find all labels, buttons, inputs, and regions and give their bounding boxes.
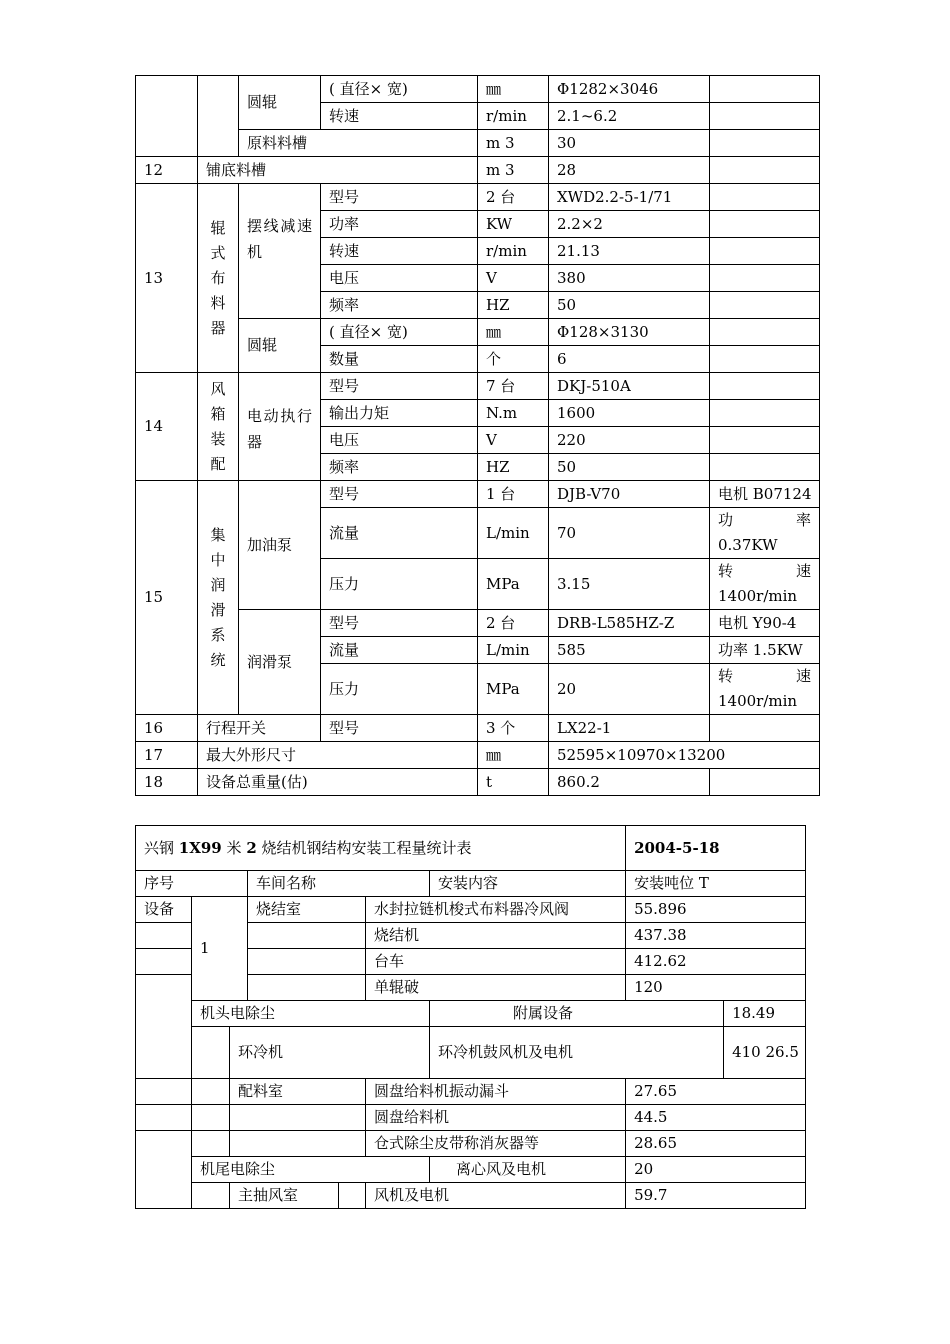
param-cell: 输出力矩 <box>321 400 478 427</box>
row-number: 17 <box>136 742 198 769</box>
remark-cell <box>710 319 820 346</box>
unit-cell: r/min <box>478 238 549 265</box>
remark-cell: 转 速 1400r/min <box>710 664 820 715</box>
fuel-pump-label: 加油泵 <box>239 481 321 610</box>
unit-cell: t <box>478 769 549 796</box>
unit-cell: 3 个 <box>478 715 549 742</box>
value-cell: 21.13 <box>549 238 710 265</box>
workshop-cell: 环冷机 <box>230 1027 430 1079</box>
group-label <box>198 373 239 481</box>
row-number: 12 <box>136 157 198 184</box>
unit-cell: 1 台 <box>478 481 549 508</box>
value-cell: 3.15 <box>549 559 710 610</box>
header-content: 安装内容 <box>430 871 626 897</box>
value-cell: 50 <box>549 292 710 319</box>
tonnage-cell: 59.7 <box>626 1183 806 1209</box>
unit-cell: ㎜ <box>478 76 549 103</box>
header-row <box>136 871 806 897</box>
unit-cell: N.m <box>478 400 549 427</box>
table-title: 兴钢 1X99 米 2 烧结机钢结构安装工程量统计表 <box>136 826 626 871</box>
unit-cell: 2 台 <box>478 610 549 637</box>
content-cell: 离心风及电机 <box>430 1157 626 1183</box>
group-label-text: 辊式布料器 <box>210 218 226 337</box>
param-cell: 数量 <box>321 346 478 373</box>
reducer-label: 摆线减速机 <box>239 184 321 319</box>
value-cell: 1600 <box>549 400 710 427</box>
value-cell: 860.2 <box>549 769 710 796</box>
param-cell: 流量 <box>321 637 478 664</box>
header-tonnage: 安装吨位 T <box>626 871 806 897</box>
unit-cell: KW <box>478 211 549 238</box>
unit-cell: MPa <box>478 664 549 715</box>
row-number: 15 <box>136 481 198 715</box>
table-row <box>136 1079 806 1105</box>
content-cell: 台车 <box>366 949 626 975</box>
value-cell: Φ128×3130 <box>549 319 710 346</box>
value-cell: 50 <box>549 454 710 481</box>
header-seq: 序号 <box>136 871 248 897</box>
row-number: 16 <box>136 715 198 742</box>
tonnage-cell: 44.5 <box>626 1105 806 1131</box>
group-number: 1 <box>192 897 248 1001</box>
param-cell: 功率 <box>321 211 478 238</box>
remark-cell <box>710 157 820 184</box>
remark-cell: 功 率 0.37KW <box>710 508 820 559</box>
table-row <box>136 1027 806 1079</box>
table-row <box>136 373 820 400</box>
workshop-cell: 主抽风室 <box>230 1183 339 1209</box>
remark-cell <box>710 400 820 427</box>
param-cell: 频率 <box>321 454 478 481</box>
unit-cell: HZ <box>478 292 549 319</box>
param-cell: 频率 <box>321 292 478 319</box>
tonnage-cell: 28.65 <box>626 1131 806 1157</box>
table-row <box>136 157 820 184</box>
table-row <box>136 1183 806 1209</box>
value-cell: LX22-1 <box>549 715 710 742</box>
param-cell: 压力 <box>321 664 478 715</box>
param-cell: 型号 <box>321 184 478 211</box>
content-cell: 烧结机 <box>366 923 626 949</box>
content-cell: 圆盘给料机 <box>366 1105 626 1131</box>
group-label <box>198 184 239 373</box>
param-cell: 流量 <box>321 508 478 559</box>
remark-cell <box>710 265 820 292</box>
table-row <box>136 184 820 211</box>
param-cell: 转速 <box>321 238 478 265</box>
value-cell: 220 <box>549 427 710 454</box>
value-cell: 70 <box>549 508 710 559</box>
unit-cell: 7 台 <box>478 373 549 400</box>
installation-quantity-table <box>135 825 806 1209</box>
content-cell: 单辊破 <box>366 975 626 1001</box>
name-cell: 行程开关 <box>198 715 321 742</box>
unit-cell: 个 <box>478 346 549 373</box>
param-cell: 型号 <box>321 373 478 400</box>
value-cell: Φ1282×3046 <box>549 76 710 103</box>
value-cell: XWD2.2-5-1/71 <box>549 184 710 211</box>
table-row <box>136 130 820 157</box>
value-cell: 28 <box>549 157 710 184</box>
table-row <box>136 1131 806 1157</box>
actuator-label: 电动执行器 <box>239 373 321 481</box>
roller-label: 圆辊 <box>239 76 321 130</box>
name-cell: 原料料槽 <box>239 130 478 157</box>
header-workshop: 车间名称 <box>248 871 430 897</box>
unit-cell: r/min <box>478 103 549 130</box>
param-cell: 电压 <box>321 427 478 454</box>
unit-cell: MPa <box>478 559 549 610</box>
name-cell: 设备总重量(估) <box>198 769 478 796</box>
remark-cell <box>710 211 820 238</box>
remark-cell <box>710 454 820 481</box>
group-label-text: 集中润滑系统 <box>210 525 226 669</box>
remark-cell <box>710 238 820 265</box>
value-cell: 380 <box>549 265 710 292</box>
param-cell: 型号 <box>321 481 478 508</box>
remark-cell: 转 速 1400r/min <box>710 559 820 610</box>
remark-cell <box>710 373 820 400</box>
unit-cell: L/min <box>478 508 549 559</box>
group-label-text: 风箱装配 <box>210 379 226 473</box>
content-cell: 环冷机鼓风机及电机 <box>430 1027 724 1079</box>
table-row <box>136 715 820 742</box>
unit-cell: m 3 <box>478 157 549 184</box>
remark-cell: 电机 B07124 <box>710 481 820 508</box>
param-cell: 转速 <box>321 103 478 130</box>
row-number: 13 <box>136 184 198 373</box>
param-cell: ( 直径× 宽) <box>321 76 478 103</box>
table-row <box>136 897 806 923</box>
name-cell: 铺底料槽 <box>198 157 478 184</box>
unit-cell: V <box>478 265 549 292</box>
table-row <box>136 481 820 508</box>
table-row <box>136 1105 806 1131</box>
value-cell: DRB-L585HZ-Z <box>549 610 710 637</box>
value-cell: DKJ-510A <box>549 373 710 400</box>
tonnage-cell: 410 26.5 <box>724 1027 806 1079</box>
param-cell: 型号 <box>321 715 478 742</box>
row-number: 14 <box>136 373 198 481</box>
group-label <box>198 481 239 715</box>
value-cell: 52595×10970×13200 <box>549 742 820 769</box>
remark-cell: 功率 1.5KW <box>710 637 820 664</box>
tonnage-cell: 27.65 <box>626 1079 806 1105</box>
title-row <box>136 826 806 871</box>
equipment-label: 设备 <box>136 897 192 923</box>
content-cell: 附属设备 <box>430 1001 724 1027</box>
table-row <box>136 742 820 769</box>
name-cell: 最大外形尺寸 <box>198 742 478 769</box>
workshop-cell: 配料室 <box>230 1079 366 1105</box>
sinter-room-label: 烧结室 <box>248 897 366 923</box>
table-row <box>136 1157 806 1183</box>
tonnage-cell: 18.49 <box>724 1001 806 1027</box>
value-cell: 2.2×2 <box>549 211 710 238</box>
unit-cell: m 3 <box>478 130 549 157</box>
value-cell: DJB-V70 <box>549 481 710 508</box>
param-cell: 型号 <box>321 610 478 637</box>
remark-cell <box>710 715 820 742</box>
content-cell: 水封拉链机梭式布料器冷风阀 <box>366 897 626 923</box>
unit-cell: HZ <box>478 454 549 481</box>
value-cell: 6 <box>549 346 710 373</box>
param-cell: ( 直径× 宽) <box>321 319 478 346</box>
lube-pump-label: 润滑泵 <box>239 610 321 715</box>
table-row <box>136 319 820 346</box>
tonnage-cell: 437.38 <box>626 923 806 949</box>
value-cell: 30 <box>549 130 710 157</box>
param-cell: 压力 <box>321 559 478 610</box>
content-cell: 仓式除尘皮带称消灰器等 <box>366 1131 626 1157</box>
row-number: 18 <box>136 769 198 796</box>
table-date: 2004-5-18 <box>626 826 806 871</box>
table-row <box>136 76 820 103</box>
remark-cell <box>710 130 820 157</box>
remark-cell <box>710 76 820 103</box>
remark-cell <box>710 103 820 130</box>
table-row <box>136 1001 806 1027</box>
tonnage-cell: 20 <box>626 1157 806 1183</box>
value-cell: 20 <box>549 664 710 715</box>
tonnage-cell: 412.62 <box>626 949 806 975</box>
remark-cell <box>710 184 820 211</box>
unit-cell: ㎜ <box>478 742 549 769</box>
remark-cell: 电机 Y90-4 <box>710 610 820 637</box>
tonnage-cell: 55.896 <box>626 897 806 923</box>
remark-cell <box>710 427 820 454</box>
remark-cell <box>710 769 820 796</box>
unit-cell: V <box>478 427 549 454</box>
unit-cell: ㎜ <box>478 319 549 346</box>
tonnage-cell: 120 <box>626 975 806 1001</box>
remark-cell <box>710 346 820 373</box>
equipment-spec-table <box>135 75 820 796</box>
unit-cell: L/min <box>478 637 549 664</box>
table-row <box>136 610 820 637</box>
table-row <box>136 769 820 796</box>
value-cell: 2.1~6.2 <box>549 103 710 130</box>
workshop-cell: 机头电除尘 <box>192 1001 430 1027</box>
value-cell: 585 <box>549 637 710 664</box>
unit-cell: 2 台 <box>478 184 549 211</box>
remark-cell <box>710 292 820 319</box>
roller-label: 圆辊 <box>239 319 321 373</box>
content-cell: 风机及电机 <box>366 1183 626 1209</box>
content-cell: 圆盘给料机振动漏斗 <box>366 1079 626 1105</box>
workshop-cell: 机尾电除尘 <box>192 1157 430 1183</box>
param-cell: 电压 <box>321 265 478 292</box>
